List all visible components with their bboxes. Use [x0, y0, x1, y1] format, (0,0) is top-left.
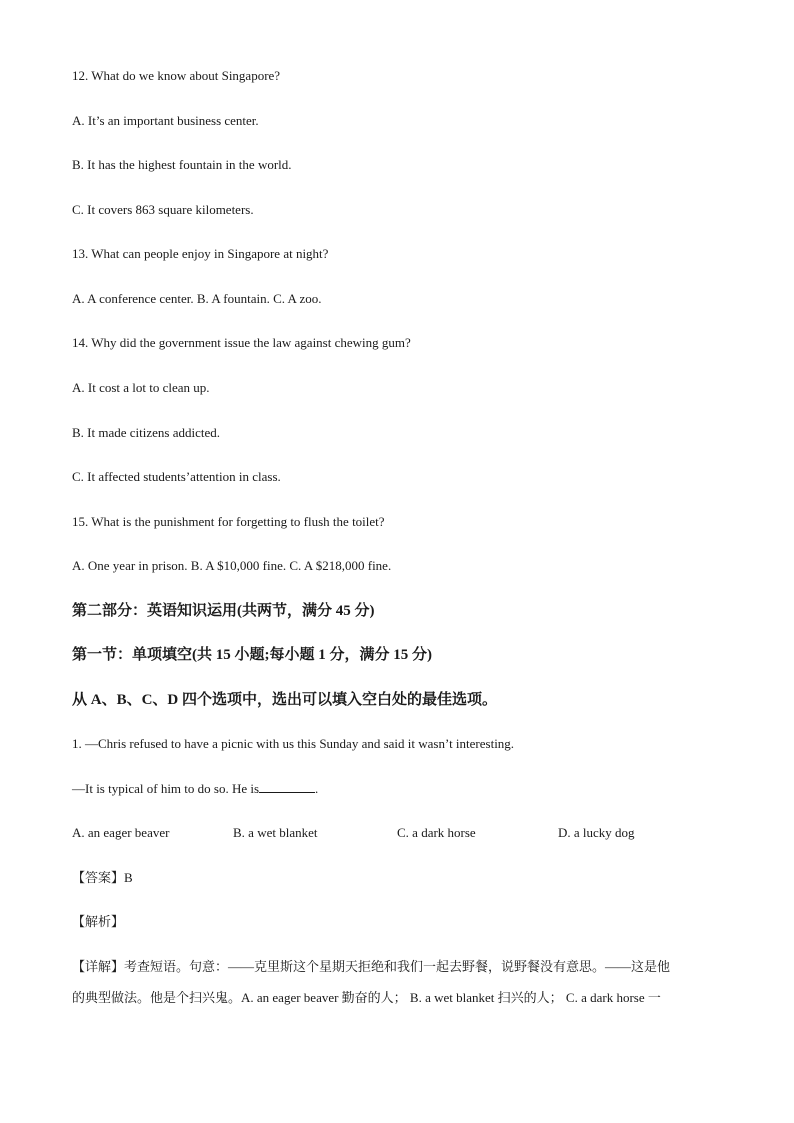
- mc1-option-b: B. a wet blanket: [233, 825, 318, 840]
- mc1-response: [72, 781, 318, 797]
- q12-stem: 12. What do we know about Singapore?: [72, 68, 281, 83]
- detail-line-1: 【详解】考查短语。句意：——克里斯这个星期天拒绝和我们一起去野餐，说野餐没有意思。——这是他: [72, 959, 671, 974]
- answer-line: 【答案】B: [72, 870, 133, 885]
- mc1-response-end: .: [315, 781, 319, 796]
- q14-option-a: A. It cost a lot to clean up.: [72, 380, 210, 395]
- q13-stem: 13. What can people enjoy in Singapore at night?: [72, 246, 329, 261]
- q12-option-a: A. It’s an important business center.: [72, 113, 259, 128]
- mc1-option-c: C. a dark horse: [397, 825, 476, 840]
- answer-blank: [259, 781, 315, 793]
- analysis-label: 【解析】: [72, 914, 125, 929]
- q14-option-b: B. It made citizens addicted.: [72, 425, 221, 440]
- q14-option-c: C. It affected students’attention in class.: [72, 469, 281, 484]
- part2-heading: 第二部分：英语知识运用(共两节，满分 45 分): [72, 603, 375, 619]
- detail-line-2: 的典型做法。他是个扫兴鬼。A. an eager beaver 勤奋的人； B. a wet blanket 扫兴的人； C. a dark horse 一: [72, 990, 661, 1005]
- q12-option-b: B. It has the highest fountain in the world.: [72, 157, 292, 172]
- mc1-stem: 1. —Chris refused to have a picnic with us this Sunday and said it wasn’t interesting.: [72, 736, 515, 751]
- q12-option-c: C. It covers 863 square kilometers.: [72, 202, 254, 217]
- mc1-options: [72, 825, 722, 841]
- section1-instruction: 从 A、B、C、D 四个选项中，选出可以填入空白处的最佳选项。: [72, 692, 498, 708]
- mc1-option-d: D. a lucky dog: [558, 825, 635, 840]
- q15-stem: 15. What is the punishment for forgetting to flush the toilet?: [72, 514, 385, 529]
- q13-options: A. A conference center. B. A fountain. C. A zoo.: [72, 291, 322, 306]
- q14-stem: 14. Why did the government issue the law against chewing gum?: [72, 335, 411, 350]
- mc1-response-text: —It is typical of him to do so. He is: [72, 781, 260, 796]
- q15-options: A. One year in prison. B. A $10,000 fine. C. A $218,000 fine.: [72, 558, 392, 573]
- section1-heading: 第一节：单项填空(共 15 小题;每小题 1 分，满分 15 分): [72, 647, 432, 663]
- mc1-option-a: A. an eager beaver: [72, 825, 170, 840]
